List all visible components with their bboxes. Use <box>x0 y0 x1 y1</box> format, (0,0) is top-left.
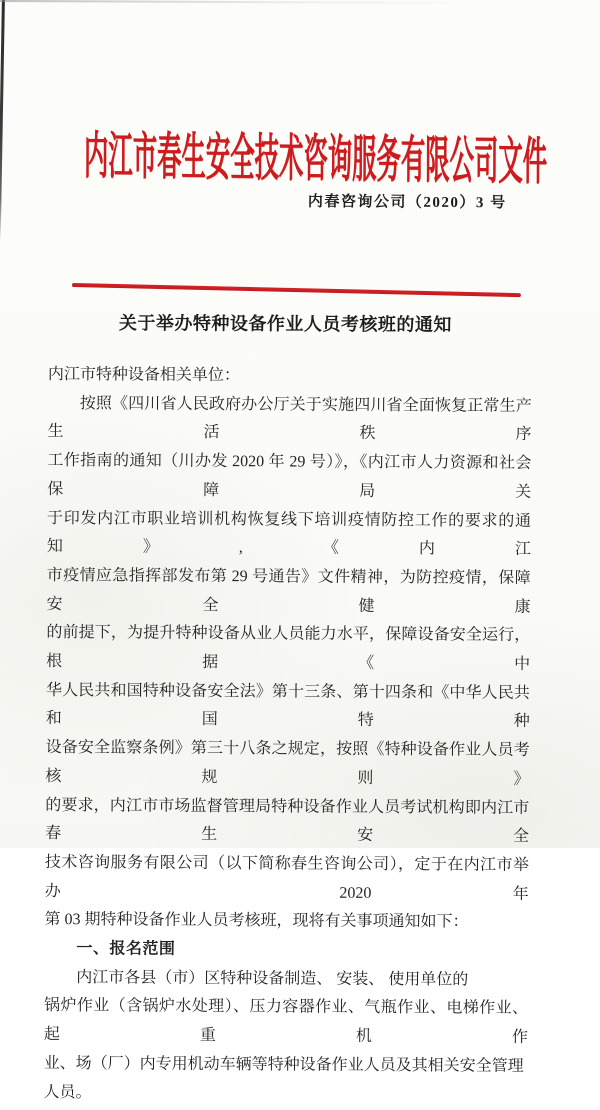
scan-edge-artifact <box>0 0 4 242</box>
letterhead-org-title: 内江市春生安全技术咨询服务有限公司文件 <box>83 128 548 191</box>
body-line: 技术咨询服务有限公司（以下简称春生咨询公司），定于在内江市举办 2020 年 <box>44 853 529 903</box>
body-line: 内江市各县（市）区特种设备制造、 安装、 使用单位的 <box>76 968 469 989</box>
body-line: 一、报名范围 <box>76 940 176 958</box>
body-line: 内江市特种设备相关单位： <box>47 365 240 385</box>
body-line: 工作指南的通知（川办发 2020 年 29 号）》，《内江市人力资源和社会保障局关 <box>47 452 532 501</box>
body-line: 业、场（厂）内专用机动车辆等特种设备作业人员及其相关安全管理人员。 <box>43 1054 524 1101</box>
letterhead-divider-rule <box>72 283 521 297</box>
body-line: 市疫情应急指挥部发布第 29 号通告》文件精神，为防控疫情，保障安全健康 <box>46 566 531 616</box>
body-line: 的要求，内江市市场监督管理局特种设备作业人员考试机构即内江市春生安全 <box>45 796 530 846</box>
body-line: 的前提下，为提升特种设备从业人员能力水平，保障设备安全运行，根据《中 <box>46 624 531 673</box>
body-line: 于印发内江市职业培训机构恢复线下培训疫情防控工作的要求的通知》,《内江 <box>46 509 532 559</box>
document-body <box>43 361 532 1110</box>
document-title: 关于举办特种设备作业人员考核班的通知 <box>118 312 452 335</box>
body-line: 华人民共和国特种设备安全法》第十三条、第十四条和《中华人民共和国特种 <box>45 681 531 731</box>
body-line: 第 03 期特种设备作业人员考核班，现将有关事项通知如下： <box>44 911 469 931</box>
body-line: 设备安全监察条例》第三十八条之规定，按照《特种设备作业人员考核规则》 <box>45 739 530 788</box>
scan-top-edge-artifact <box>0 0 480 4</box>
body-line: 锅炉作业（含锅炉水处理）、压力容器作业、气瓶作业、电梯作业、起重机作 <box>43 997 529 1047</box>
body-line: 按照《四川省人民政府办公厅关于实施四川省全面恢复正常生产生活秩序 <box>47 394 532 444</box>
document-number: 内春咨询公司（2020）3 号 <box>307 193 507 212</box>
